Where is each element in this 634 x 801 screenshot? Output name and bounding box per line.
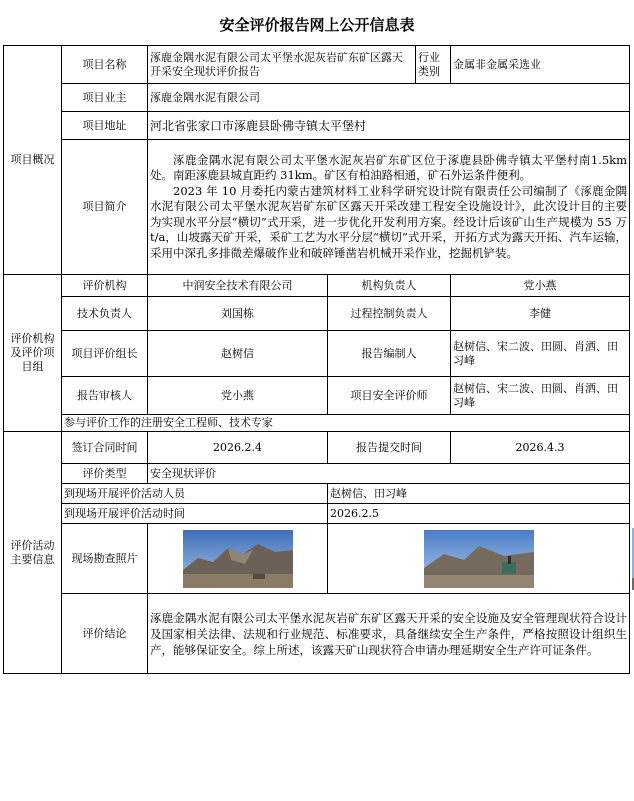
site-time-value: 2026.2.5	[328, 504, 630, 524]
contract-time-label: 签订合同时间	[62, 432, 148, 464]
tech-head-value: 刘国栋	[148, 297, 328, 331]
intro-text	[148, 140, 630, 275]
site-time-label: 到现场开展评价活动时间	[62, 504, 328, 524]
address-label: 项目地址	[62, 112, 148, 140]
agency-value: 中润安全技术有限公司	[148, 275, 328, 297]
agency-head-value: 党小燕	[451, 275, 630, 297]
agency-label: 评价机构	[62, 275, 148, 297]
site-people-value: 赵树信、田习峰	[328, 484, 630, 504]
submit-time-label: 报告提交时间	[328, 432, 451, 464]
submit-time-value: 2026.4.3	[451, 432, 630, 464]
conclusion-value: 涿鹿金隅水泥有限公司太平堡水泥灰岩矿东矿区露天开采的安全设施及安全管理现状符合设计及国家相关法律、法规和行业规范、标准要求，具备继续安全生产条件，严格按照设计组织生产，能够保证安全。综上所述，该露天矿山现状符合申请办理延期安全生产许可证条件。	[148, 594, 630, 674]
tech-head-label: 技术负责人	[62, 297, 148, 331]
intro-label: 项目简介	[62, 140, 148, 275]
overview-section-label: 项目概况	[4, 46, 62, 275]
owner-label: 项目业主	[62, 84, 148, 112]
site-photo-quarry-2	[424, 530, 534, 588]
safety-evaluator-label: 项目安全评价师	[328, 377, 451, 415]
intro-paragraph-2: 2023 年 10 月委托内蒙古建筑材料工业科学研究设计院有限责任公司编制了《涿鹿金隅水泥有限公司太平堡水泥灰岩矿东矿区露天开采改建工程安全设施设计》，此次设计目的主要为实现水平分层“横切”式开采，进一步优化开发利用方案。经设计后该矿山生产规模为 55 万 t/a，山坡露天矿开采，采矿工艺为水平分层“横切”式开采，开拓方式为露天开拓、汽车运输，采用中深孔多排微差爆破作业和破碎锤凿岩机械开采作业，挖掘机铲装。	[150, 183, 628, 260]
report-writers-value: 赵树信、宋二波、田圆、肖洒、田习峰	[451, 331, 630, 377]
site-photo-1-cell	[148, 524, 328, 594]
site-photo-quarry-1	[183, 530, 293, 588]
project-name-label: 项目名称	[62, 46, 148, 84]
team-leader-value: 赵树信	[148, 331, 328, 377]
address-value: 河北省张家口市涿鹿县卧佛寺镇太平堡村	[148, 112, 630, 140]
reviewer-value: 党小燕	[148, 377, 328, 415]
contract-time-value: 2026.2.4	[148, 432, 328, 464]
report-writers-label: 报告编制人	[328, 331, 451, 377]
industry-label: 行业类别	[416, 46, 451, 84]
experts-label: 参与评价工作的注册安全工程师、技术专家	[62, 415, 630, 432]
process-control-value: 李健	[451, 297, 630, 331]
site-people-label: 到现场开展评价活动人员	[62, 484, 328, 504]
eval-type-label: 评价类型	[62, 464, 148, 484]
agency-head-label: 机构负责人	[328, 275, 451, 297]
process-control-label: 过程控制负责人	[328, 297, 451, 331]
activity-section-label: 评价活动主要信息	[4, 432, 62, 674]
safety-evaluator-value: 赵树信、宋二波、田圆、肖洒、田习峰	[451, 377, 630, 415]
reviewer-label: 报告审核人	[62, 377, 148, 415]
org-section-label: 评价机构及评价项目组	[4, 275, 62, 432]
industry-value: 金属非金属采选业	[451, 46, 630, 84]
page-title: 安全评价报告网上公开信息表	[219, 16, 415, 34]
eval-type-value: 安全现状评价	[148, 464, 630, 484]
conclusion-label: 评价结论	[62, 594, 148, 674]
team-leader-label: 项目评价组长	[62, 331, 148, 377]
intro-paragraph-1: 涿鹿金隅水泥有限公司太平堡水泥灰岩矿东矿区位于涿鹿县卧佛寺镇太平堡村南1.5km处。南距涿鹿县城直距约 31km。矿区有柏油路相通，矿石外运条件便利。	[150, 152, 628, 183]
info-table	[3, 45, 630, 674]
photos-label: 现场勘查照片	[62, 524, 148, 594]
project-name-value: 涿鹿金隅水泥有限公司太平堡水泥灰岩矿东矿区露天开采安全现状评价报告	[148, 46, 416, 84]
site-photo-2-cell	[328, 524, 630, 594]
owner-value: 涿鹿金隅水泥有限公司	[148, 84, 630, 112]
